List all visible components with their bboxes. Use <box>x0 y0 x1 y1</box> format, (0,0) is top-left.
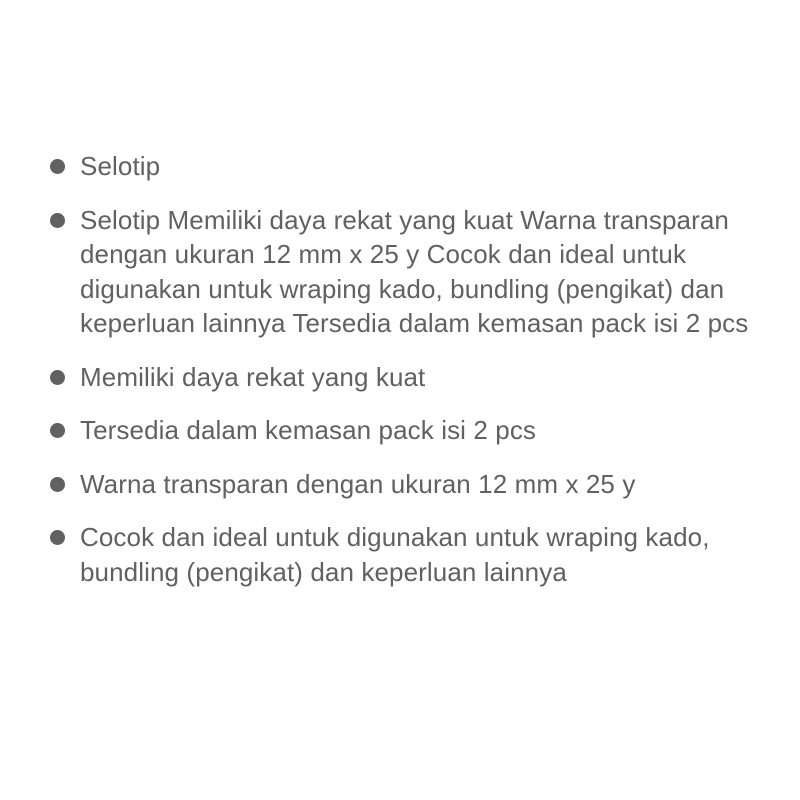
bullet-icon <box>50 370 65 385</box>
feature-list <box>0 149 800 608</box>
list-item-text: Selotip <box>80 151 161 181</box>
bullet-icon <box>50 477 65 492</box>
list-item <box>0 520 800 589</box>
list-item-text: Warna transparan dengan ukuran 12 mm x 25 y <box>80 468 636 499</box>
list-item <box>0 413 800 448</box>
bullet-icon <box>50 530 65 545</box>
bullet-icon <box>50 423 65 438</box>
list-item <box>0 467 800 502</box>
list-item-text: Selotip Memiliki daya rekat yang kuat Warna transparan dengan ukuran 12 mm x 25 y Cocok dan ideal untuk digunakan untuk wraping kado, bundling (pengikat) dan keperluan lainnya Tersedia dalam kemasan pack isi 2 pcs <box>80 204 749 338</box>
list-item-text: Cocok dan ideal untuk digunakan untuk wraping kado, bundling (pengikat) dan keperluan lainnya <box>80 522 710 587</box>
list-item <box>0 203 800 341</box>
list-item-text: Memiliki daya rekat yang kuat <box>80 361 426 392</box>
bullet-icon <box>50 159 65 174</box>
bullet-icon <box>50 213 65 228</box>
list-item <box>0 360 800 395</box>
list-item <box>0 149 800 184</box>
list-item-text: Tersedia dalam kemasan pack isi 2 pcs <box>80 415 537 445</box>
